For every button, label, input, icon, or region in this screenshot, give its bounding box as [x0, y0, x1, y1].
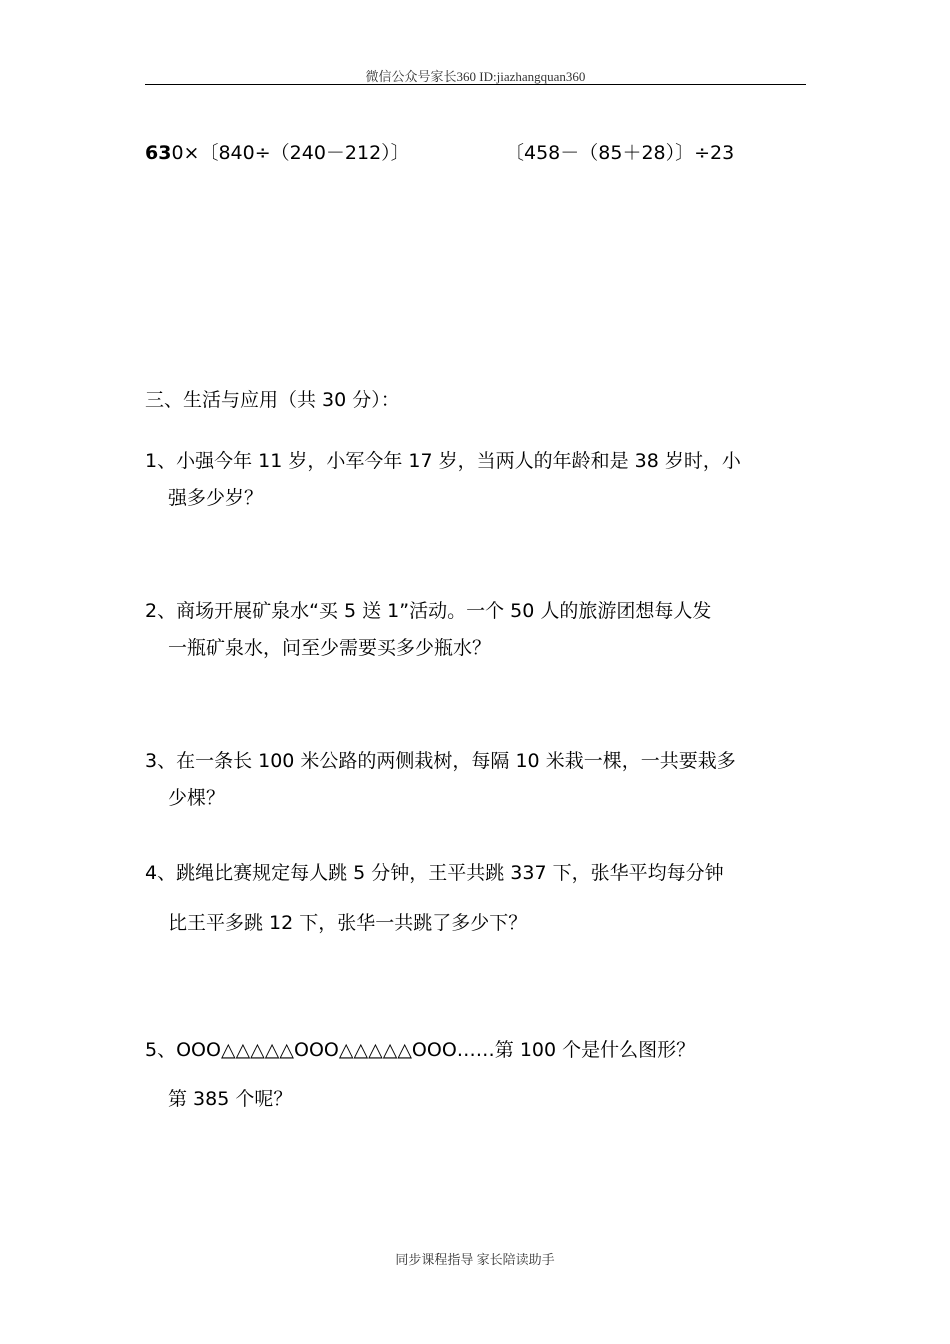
section-title: 三、生活与应用（共 30 分）：: [145, 389, 400, 411]
question-4: [145, 860, 815, 937]
question-4-line-1: 4、跳绳比赛规定每人跳 5 分钟，王平共跳 337 下，张华平均每分钟: [145, 862, 724, 884]
question-3-line-1: 3、在一条长 100 米公路的两侧栽树，每隔 10 米栽一棵，一共要栽多: [145, 750, 736, 772]
page-footer: 同步课程指导 家长陪读助手: [395, 1252, 555, 1267]
question-3: [145, 748, 815, 812]
question-1-line-2: 强多少岁？: [168, 487, 264, 509]
question-2: [145, 598, 815, 662]
expression-2: 〔458－（85＋28）〕÷23: [505, 142, 735, 164]
question-5: [145, 1037, 815, 1113]
question-4-line-2: 比王平多跳 12 下，张华一共跳了多少下？: [168, 912, 528, 934]
question-2-line-1: 2、商场开展矿泉水“买 5 送 1”活动。一个 50 人的旅游团想每人发: [145, 600, 712, 622]
question-5-line-1: 5、OOO△△△△△OOO△△△△△OOO……第 100 个是什么图形？: [145, 1039, 696, 1061]
question-2-line-2: 一瓶矿泉水，问至少需要买多少瓶水？: [168, 637, 492, 659]
expression-1-rest: 0×〔840÷（240－212）〕: [171, 142, 410, 164]
question-1: [145, 448, 815, 512]
question-5-line-2: 第 385 个呢？: [168, 1088, 293, 1110]
expression-1-bold-part: 63: [145, 142, 172, 164]
question-3-line-2: 少棵？: [168, 787, 226, 809]
question-1-line-1: 1、小强今年 11 岁，小军今年 17 岁，当两人的年龄和是 38 岁时，小: [145, 450, 741, 472]
expression-1: [145, 138, 410, 165]
page-header: 微信公众号家长360 ID:jiazhangquan360: [365, 69, 586, 84]
header-divider: [145, 84, 806, 85]
